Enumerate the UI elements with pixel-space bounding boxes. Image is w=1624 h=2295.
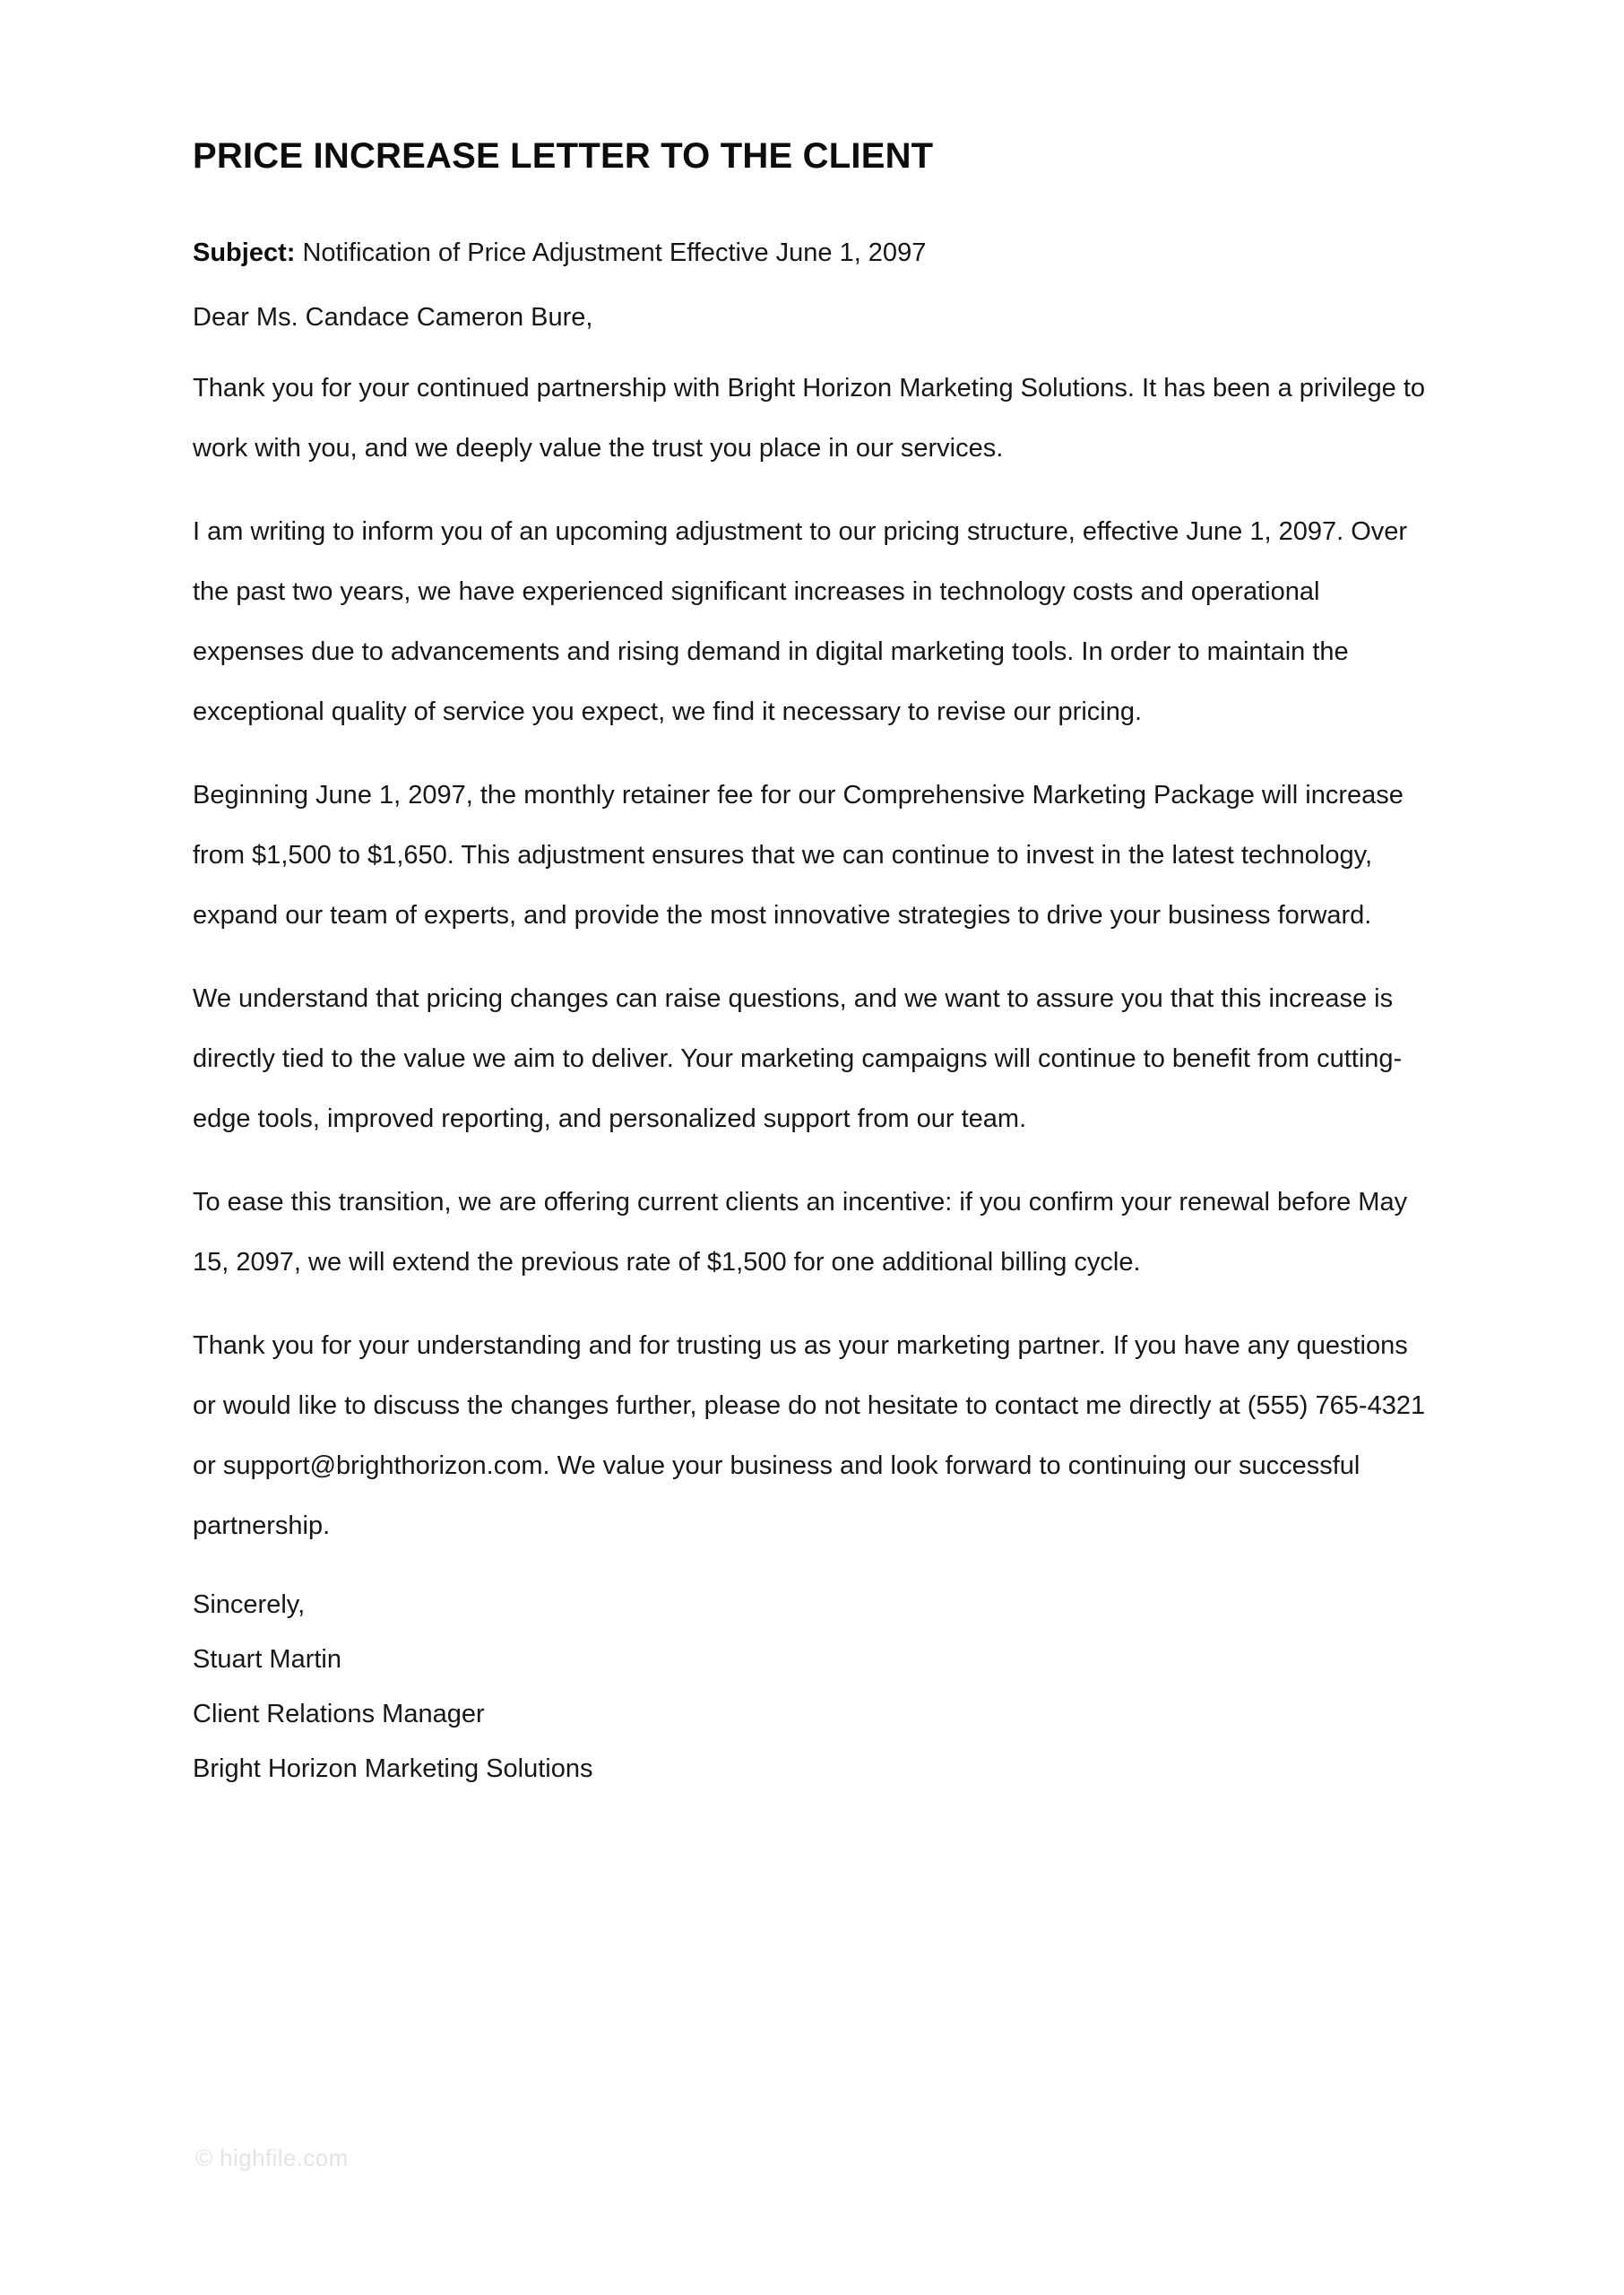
subject-line (193, 230, 1430, 276)
body-paragraph-3: Beginning June 1, 2097, the monthly retainer fee for our Comprehensive Marketing Package will increase from $1,500 to $1,650. This adjustment ensures that we can continue to invest in the latest technology, expand our team of experts, and provide the most innovative strategies to drive your business forward. (193, 781, 1404, 930)
body-paragraph-6: Thank you for your understanding and for trusting us as your marketing partner. If you have any questions or would like to discuss the changes further, please do not hesitate to contact me directly at (555) 765-4321 or support@brighthorizon.com. We value your business and look forward to continuing our successful partnership. (193, 1331, 1426, 1540)
page-title: PRICE INCREASE LETTER TO THE CLIENT (193, 136, 934, 176)
signer-company: Bright Horizon Marketing Solutions (193, 1754, 593, 1783)
subject-label: Subject: (193, 238, 296, 267)
body-paragraph-2: I am writing to inform you of an upcoming adjustment to our pricing structure, effective June 1, 2097. Over the past two years, we have experienced significant increases in technology costs and operational expenses due to advancements and rising demand in digital marketing tools. In order to maintain the exceptional quality of service you expect, we find it necessary to revise our pricing. (193, 517, 1408, 726)
subject-text: Notification of Price Adjustment Effective June 1, 2097 (295, 238, 927, 267)
letter-body (193, 134, 1430, 1788)
signer-name: Stuart Martin (193, 1645, 341, 1674)
signer-job-title: Client Relations Manager (193, 1700, 485, 1728)
body-paragraph-1: Thank you for your continued partnership with Bright Horizon Marketing Solutions. It has been a privilege to work with you, and we deeply value the trust you place in our services. (193, 374, 1426, 463)
footer-watermark: © highfile.com (195, 2144, 349, 2171)
closing-salutation: Sincerely, (193, 1590, 306, 1619)
salutation: Dear Ms. Candace Cameron Bure, (193, 303, 593, 332)
signature-block (193, 1587, 1430, 1788)
body-paragraph-4: We understand that pricing changes can raise questions, and we want to assure you that this increase is directly tied to the value we aim to deliver. Your marketing campaigns will continue to benefit from cutting-edge tools, improved reporting, and personalized support from our team. (193, 984, 1403, 1133)
body-paragraph-5: To ease this transition, we are offering current clients an incentive: if you confirm your renewal before May 15, 2097, we will extend the previous rate of $1,500 for one additional billing cycle. (193, 1188, 1408, 1277)
